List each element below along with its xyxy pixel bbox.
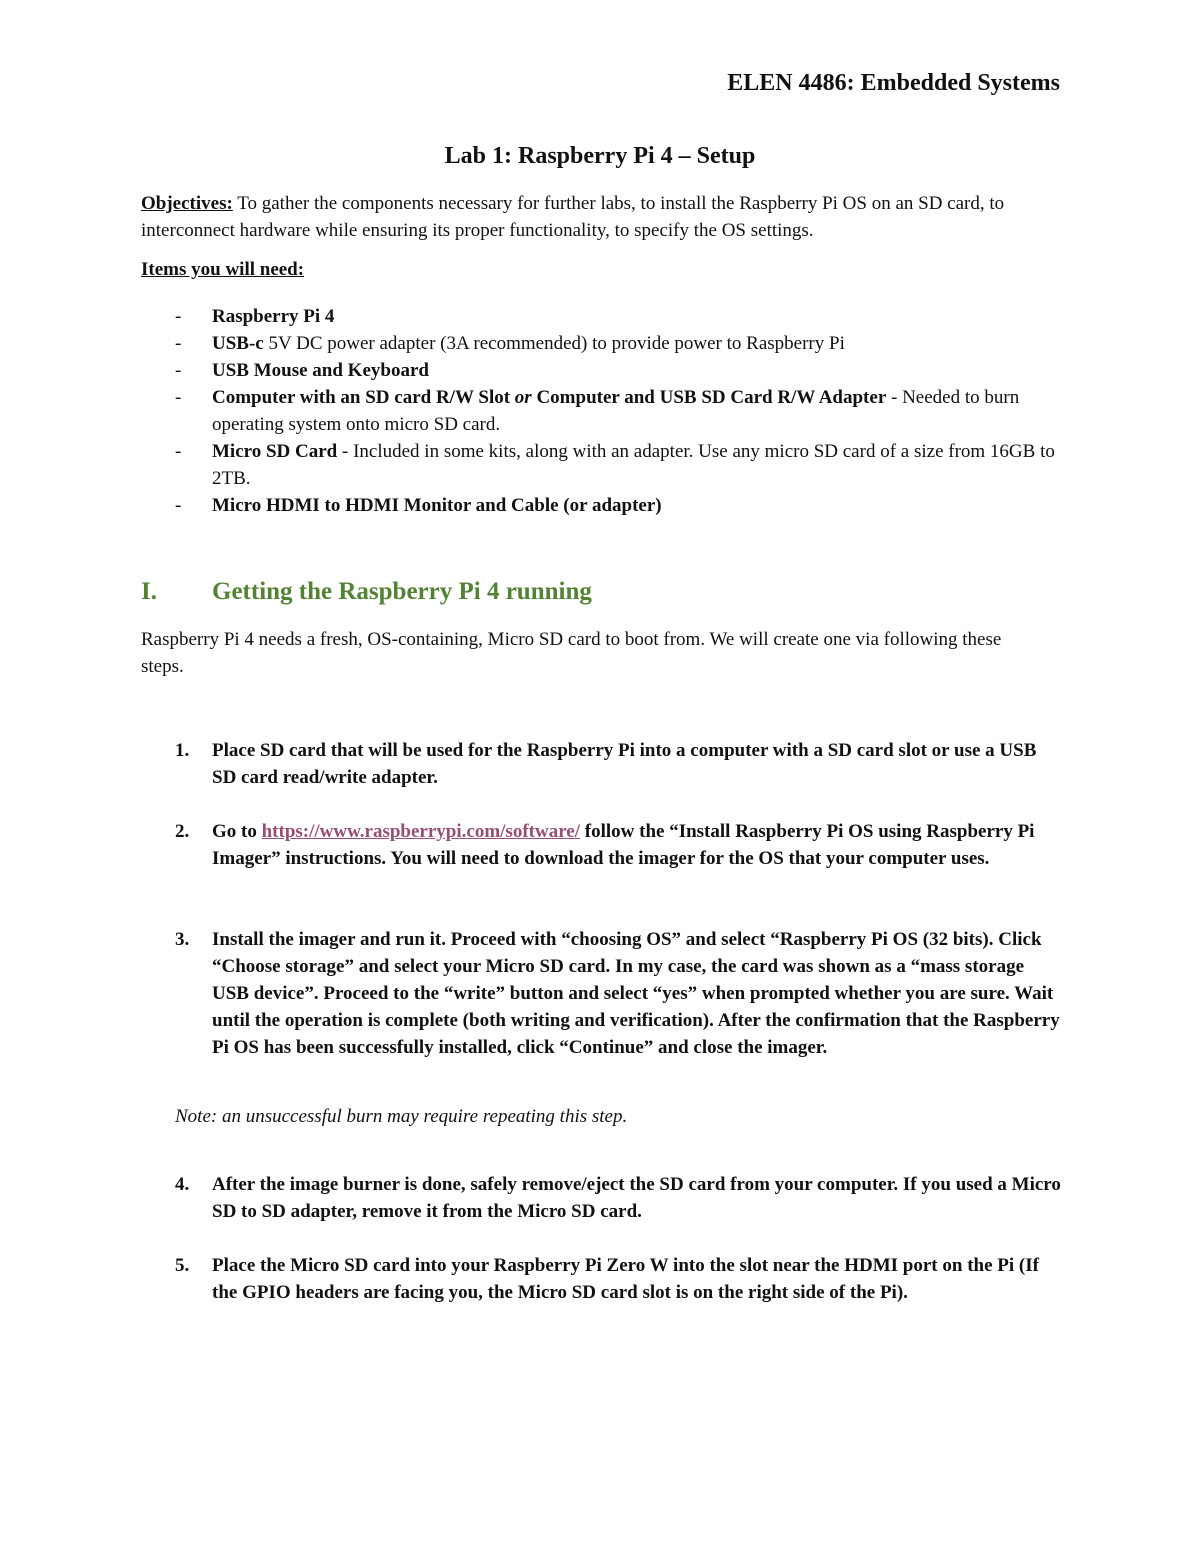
- step-number: 1.: [175, 740, 190, 761]
- step-number: 2.: [175, 821, 190, 842]
- list-item: [141, 492, 1066, 519]
- item-text: - Included in some kits, along with an adapter. Use any micro SD card of a size from 16GB to 2TB.: [212, 441, 1055, 489]
- step-text-pre: Go to: [212, 821, 262, 842]
- step-text: After the image burner is done, safely remove/eject the SD card from your computer. If you used a Micro SD to SD adapter, remove it from the Micro SD card.: [212, 1174, 1061, 1222]
- list-item: [141, 357, 1066, 384]
- step-number: 3.: [175, 929, 190, 950]
- list-dash: -: [175, 333, 182, 354]
- items-heading: Items you will need:: [141, 259, 305, 280]
- list-dash: -: [175, 387, 182, 408]
- section-number: I.: [141, 578, 157, 605]
- list-dash: -: [175, 441, 182, 462]
- list-item: [141, 330, 1066, 357]
- item-bold: Computer and USB SD Card R/W Adapter: [531, 387, 887, 408]
- section-heading: [141, 578, 592, 606]
- note-text: Note: an unsuccessful burn may require repeating this step.: [175, 1106, 628, 1127]
- item-bold-italic: or: [514, 387, 532, 408]
- step-3: [175, 926, 1065, 1061]
- items-list: [141, 303, 1066, 519]
- step-4: [175, 1171, 1065, 1225]
- lab-title: Lab 1: Raspberry Pi 4 – Setup: [444, 143, 756, 169]
- list-dash: -: [175, 495, 182, 516]
- list-item: [141, 384, 1066, 438]
- item-text: 5V DC power adapter (3A recommended) to provide power to Raspberry Pi: [263, 333, 845, 354]
- step-text-post: follow the “Install Raspberry Pi OS using Raspberry Pi Imager” instructions. You will need to download the imager for the OS that your computer uses.: [212, 821, 1035, 869]
- step-1: [175, 737, 1065, 791]
- step-text: Place the Micro SD card into your Raspberry Pi Zero W into the slot near the HDMI port on the Pi (If the GPIO headers are facing you, the Micro SD card slot is on the right side of the Pi).: [212, 1255, 1039, 1303]
- list-item: [141, 438, 1066, 492]
- course-header: ELEN 4486: Embedded Systems: [727, 70, 1060, 96]
- item-bold: USB Mouse and Keyboard: [212, 360, 429, 381]
- step-number: 5.: [175, 1255, 190, 1276]
- section-intro: Raspberry Pi 4 needs a fresh, OS-containing, Micro SD card to boot from. We will create one via following these steps.: [141, 629, 1002, 677]
- section-title: Getting the Raspberry Pi 4 running: [212, 578, 592, 605]
- software-link[interactable]: https://www.raspberrypi.com/software/: [261, 821, 581, 842]
- step-2: [175, 818, 1065, 872]
- objectives-text: To gather the components necessary for further labs, to install the Raspberry Pi OS on an SD card, to interconnect hardware while ensuring its proper functionality, to specify the OS settings.: [141, 193, 1005, 241]
- list-dash: -: [175, 306, 182, 327]
- step-number: 4.: [175, 1174, 190, 1195]
- item-bold: Computer with an SD card R/W Slot: [212, 387, 515, 408]
- item-bold: Micro SD Card: [212, 441, 338, 462]
- step-text: [212, 818, 1065, 872]
- step-text: Install the imager and run it. Proceed with “choosing OS” and select “Raspberry Pi OS (32 bits). Click “Choose storage” and select your Micro SD card. In my case, the card was shown as a “mass storage USB device”. Proceed to the “write” button and select “yes” when prompted whether you are sure. Wait until the operation is complete (both writing and verification). After the confirmation that the Raspberry Pi OS has been successfully installed, click “Continue” and close the imager.: [212, 929, 1060, 1058]
- step-text: Place SD card that will be used for the Raspberry Pi into a computer with a SD card slot or use a USB SD card read/write adapter.: [212, 740, 1037, 788]
- objectives-label: Objectives:: [141, 193, 233, 214]
- objectives-paragraph: [141, 190, 1066, 244]
- list-dash: -: [175, 360, 182, 381]
- item-bold: Micro HDMI to HDMI Monitor and Cable (or adapter): [212, 495, 662, 516]
- list-item: [141, 303, 1066, 330]
- item-bold: USB-c: [212, 333, 264, 354]
- item-bold: Raspberry Pi 4: [212, 306, 335, 327]
- step-5: [175, 1252, 1065, 1306]
- item-text: - Needed to burn operating system onto micro SD card.: [212, 387, 1020, 435]
